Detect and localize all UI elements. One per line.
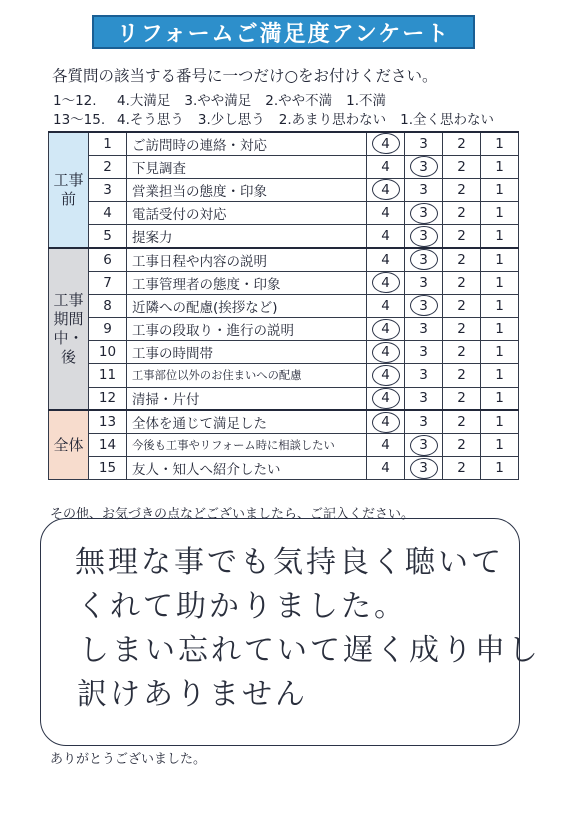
score-value: 4 [381, 297, 390, 314]
question-number: 1 [89, 132, 127, 155]
handwritten-comment-line: 訳けありません [77, 677, 308, 712]
score-value: 2 [457, 390, 466, 407]
instruction-text: 各質問の該当する番号に一つだけ○をお付けください。 [52, 67, 438, 85]
score-value: 3 [419, 205, 428, 222]
score-value: 2 [457, 367, 466, 384]
question-text: 工事の段取り・進行の説明 [127, 318, 367, 341]
score-option-1[interactable] [481, 341, 519, 364]
score-option-1[interactable] [481, 294, 519, 317]
score-option-2[interactable] [443, 225, 481, 248]
score-option-3[interactable] [405, 248, 443, 271]
score-value: 1 [495, 274, 504, 291]
question-row [49, 364, 519, 387]
question-text: 下見調査 [127, 155, 367, 178]
score-value: 1 [495, 205, 504, 222]
question-number: 8 [89, 294, 127, 317]
score-option-2[interactable] [443, 271, 481, 294]
comment-prompt: その他、お気づきの点などございましたら、ご記入ください。 [50, 507, 415, 522]
question-row [49, 341, 519, 364]
score-value: 2 [457, 344, 466, 361]
question-row [49, 318, 519, 341]
score-option-3[interactable] [405, 318, 443, 341]
score-value: 2 [457, 414, 466, 431]
score-option-4[interactable] [367, 132, 405, 155]
score-value: 2 [457, 228, 466, 245]
scale-option: 2.やや不満 [265, 93, 333, 109]
question-row [49, 202, 519, 225]
score-value: 3 [419, 297, 428, 314]
score-value: 4 [381, 367, 390, 384]
question-text: 工事部位以外のお住まいへの配慮 [127, 364, 367, 387]
score-option-4[interactable] [367, 364, 405, 387]
score-option-2[interactable] [443, 202, 481, 225]
score-value: 1 [495, 251, 504, 268]
question-number: 2 [89, 155, 127, 178]
score-value: 4 [381, 205, 390, 222]
score-option-4[interactable] [367, 294, 405, 317]
score-value: 1 [495, 228, 504, 245]
scale-option: 1.不満 [346, 93, 387, 109]
score-option-3[interactable] [405, 202, 443, 225]
score-option-3[interactable] [405, 433, 443, 456]
score-option-4[interactable] [367, 271, 405, 294]
question-number: 13 [89, 410, 127, 433]
score-option-2[interactable] [443, 341, 481, 364]
scale-legend-1-12 [53, 89, 400, 109]
score-value: 4 [381, 460, 390, 477]
score-option-1[interactable] [481, 271, 519, 294]
score-value: 3 [419, 367, 428, 384]
score-option-1[interactable] [481, 178, 519, 201]
score-option-4[interactable] [367, 457, 405, 480]
score-value: 2 [457, 181, 466, 198]
question-text: 工事日程や内容の説明 [127, 248, 367, 271]
score-value: 1 [495, 437, 504, 454]
score-option-2[interactable] [443, 318, 481, 341]
question-row [49, 271, 519, 294]
question-row [49, 387, 519, 410]
score-value: 3 [419, 321, 428, 338]
score-value: 3 [419, 181, 428, 198]
question-text: ご訪問時の連絡・対応 [127, 132, 367, 155]
score-option-2[interactable] [443, 364, 481, 387]
score-value: 1 [495, 135, 504, 152]
score-option-4[interactable] [367, 341, 405, 364]
score-option-1[interactable] [481, 364, 519, 387]
scale-option: 4.そう思う [117, 112, 184, 128]
score-option-1[interactable] [481, 225, 519, 248]
score-option-3[interactable] [405, 178, 443, 201]
question-number: 9 [89, 318, 127, 341]
score-option-1[interactable] [481, 318, 519, 341]
score-value: 1 [495, 321, 504, 338]
question-row [49, 155, 519, 178]
score-value: 1 [495, 367, 504, 384]
score-option-2[interactable] [443, 178, 481, 201]
score-option-3[interactable] [405, 271, 443, 294]
score-value: 1 [495, 158, 504, 175]
score-value: 4 [381, 251, 390, 268]
question-text: 営業担当の態度・印象 [127, 178, 367, 201]
score-value: 4 [381, 344, 390, 361]
score-option-4[interactable] [367, 387, 405, 410]
score-value: 3 [419, 158, 428, 175]
question-text: 今後も工事やリフォーム時に相談したい [127, 433, 367, 456]
category-label: 工事期間中・後 [49, 248, 89, 410]
survey-table [48, 131, 519, 480]
score-value: 2 [457, 158, 466, 175]
score-value: 3 [419, 274, 428, 291]
question-row [49, 410, 519, 433]
question-row [49, 178, 519, 201]
score-option-4[interactable] [367, 225, 405, 248]
score-option-4[interactable] [367, 433, 405, 456]
score-option-4[interactable] [367, 202, 405, 225]
score-value: 3 [419, 344, 428, 361]
question-number: 15 [89, 457, 127, 480]
score-value: 3 [419, 251, 428, 268]
score-option-4[interactable] [367, 178, 405, 201]
score-value: 1 [495, 181, 504, 198]
score-value: 4 [381, 437, 390, 454]
score-value: 4 [381, 321, 390, 338]
score-value: 2 [457, 321, 466, 338]
question-text: 近隣への配慮(挨拶など) [127, 294, 367, 317]
scale-option: 3.少し思う [197, 112, 265, 128]
question-text: 提案力 [127, 225, 367, 248]
question-number: 10 [89, 341, 127, 364]
question-number: 7 [89, 271, 127, 294]
score-option-4[interactable] [367, 155, 405, 178]
score-option-2[interactable] [443, 248, 481, 271]
score-option-1[interactable] [481, 410, 519, 433]
score-option-3[interactable] [405, 410, 443, 433]
comment-box[interactable] [40, 518, 541, 746]
score-option-1[interactable] [481, 457, 519, 480]
score-value: 4 [381, 414, 390, 431]
question-number: 12 [89, 387, 127, 410]
score-value: 1 [495, 344, 504, 361]
question-text: 工事管理者の態度・印象 [127, 271, 367, 294]
score-option-3[interactable] [405, 225, 443, 248]
score-option-1[interactable] [481, 202, 519, 225]
score-option-1[interactable] [481, 248, 519, 271]
survey-title: リフォームご満足度アンケート [116, 21, 451, 47]
score-value: 2 [457, 297, 466, 314]
question-row [49, 248, 519, 271]
scale-range: 13～15. [53, 112, 106, 128]
score-value: 3 [419, 135, 428, 152]
score-value: 3 [419, 460, 428, 477]
score-option-1[interactable] [481, 387, 519, 410]
score-value: 1 [495, 414, 504, 431]
scale-option: 1.全く思わない [400, 112, 495, 128]
question-text: 友人・知人へ紹介したい [127, 457, 367, 480]
question-row [49, 294, 519, 317]
score-value: 3 [419, 437, 428, 454]
score-value: 4 [381, 135, 390, 152]
score-value: 1 [495, 390, 504, 407]
score-option-4[interactable] [367, 318, 405, 341]
question-row [49, 457, 519, 480]
score-value: 4 [381, 228, 390, 245]
score-option-4[interactable] [367, 410, 405, 433]
score-option-3[interactable] [405, 387, 443, 410]
score-value: 2 [457, 437, 466, 454]
question-number: 4 [89, 202, 127, 225]
score-option-2[interactable] [443, 387, 481, 410]
question-text: 電話受付の対応 [127, 202, 367, 225]
scale-option: 2.あまり思わない [278, 112, 387, 128]
score-option-2[interactable] [443, 294, 481, 317]
score-option-2[interactable] [443, 155, 481, 178]
score-value: 4 [381, 158, 390, 175]
question-text: 全体を通じて満足した [127, 410, 367, 433]
score-option-2[interactable] [443, 457, 481, 480]
score-option-3[interactable] [405, 341, 443, 364]
score-option-3[interactable] [405, 294, 443, 317]
question-number: 3 [89, 178, 127, 201]
score-value: 3 [419, 228, 428, 245]
score-value: 2 [457, 205, 466, 222]
score-value: 2 [457, 274, 466, 291]
handwritten-comment-line: 無理な事でも気持良く聴いて [75, 545, 504, 580]
score-value: 2 [457, 135, 466, 152]
category-label: 工事前 [49, 132, 89, 248]
question-row [49, 132, 519, 155]
question-number: 14 [89, 433, 127, 456]
scale-range: 1～12. [53, 93, 97, 109]
question-number: 6 [89, 248, 127, 271]
score-option-2[interactable] [443, 433, 481, 456]
question-number: 5 [89, 225, 127, 248]
score-value: 2 [457, 460, 466, 477]
question-row [49, 433, 519, 456]
question-row [49, 225, 519, 248]
score-option-1[interactable] [481, 155, 519, 178]
score-value: 3 [419, 390, 428, 407]
scale-option: 4.大満足 [117, 93, 171, 109]
category-label: 全体 [49, 410, 89, 480]
score-value: 4 [381, 181, 390, 198]
score-value: 3 [419, 414, 428, 431]
score-value: 4 [381, 390, 390, 407]
score-value: 4 [381, 274, 390, 291]
score-option-3[interactable] [405, 457, 443, 480]
question-text: 清掃・片付 [127, 387, 367, 410]
score-option-3[interactable] [405, 364, 443, 387]
score-option-3[interactable] [405, 155, 443, 178]
score-option-1[interactable] [481, 132, 519, 155]
score-option-2[interactable] [443, 132, 481, 155]
scale-option: 3.やや満足 [184, 93, 252, 109]
question-number: 11 [89, 364, 127, 387]
scale-legend-13-15 [53, 108, 508, 128]
score-value: 1 [495, 460, 504, 477]
handwritten-comment-line: くれて助かりました。 [77, 589, 407, 624]
title-banner [92, 15, 475, 49]
score-option-4[interactable] [367, 248, 405, 271]
score-option-2[interactable] [443, 410, 481, 433]
thanks-text: ありがとうございました。 [50, 752, 207, 767]
score-value: 2 [457, 251, 466, 268]
score-option-1[interactable] [481, 433, 519, 456]
question-text: 工事の時間帯 [127, 341, 367, 364]
score-option-3[interactable] [405, 132, 443, 155]
score-value: 1 [495, 297, 504, 314]
handwritten-comment-line: しまい忘れていて遅く成り申し [79, 633, 541, 668]
